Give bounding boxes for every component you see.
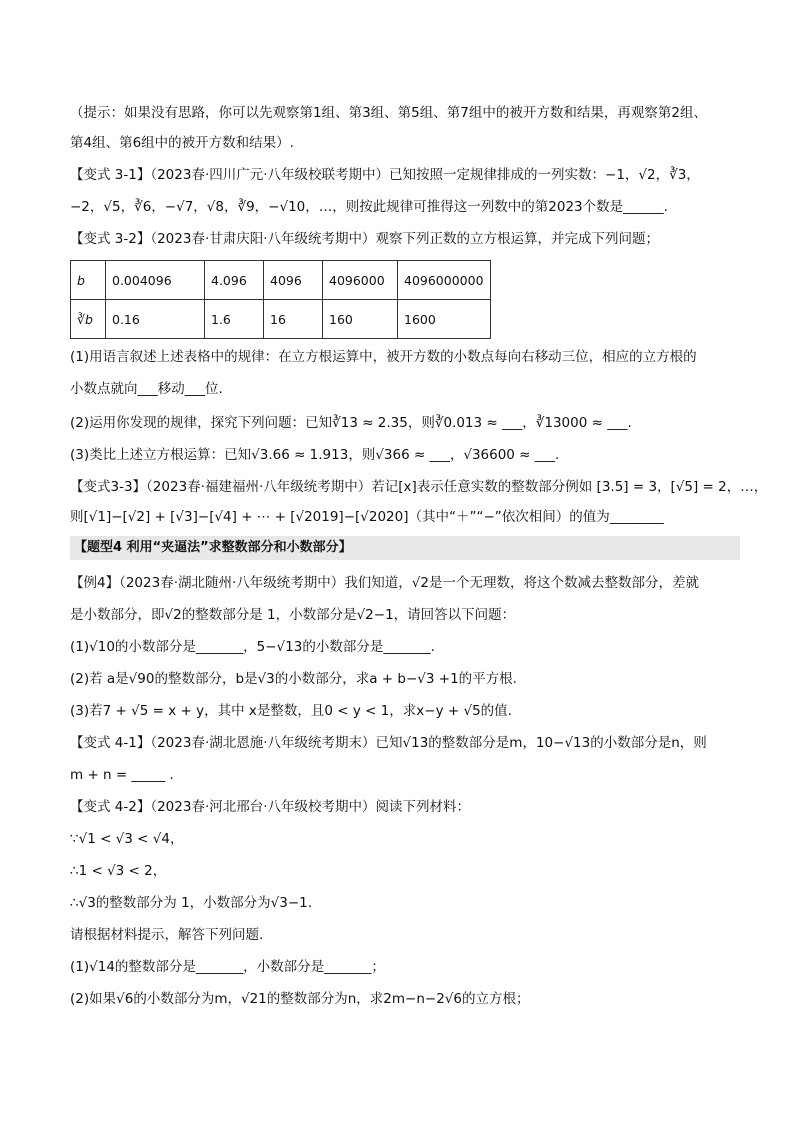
table-row [71, 261, 491, 300]
variant-4-2-q2: (2)如果√6的小数部分为m，√21的整数部分为n，求2m−n−2√6的立方根； [70, 991, 530, 1007]
variant-3-2-intro: 【变式 3-2】（2023春·甘肃庆阳·八年级统考期中）观察下列正数的立方根运算，并完成下列问题； [70, 231, 660, 247]
hint-line-2: 第4组、第6组中的被开方数和结果）. [70, 135, 294, 151]
example-4-q3: (3)若7 + √5 = x + y，其中 x是整数，且0 < y < 1，求x−y + √5的值. [70, 703, 512, 719]
variant-3-2-q1-line-2: 小数点就向___移动___位. [70, 381, 223, 397]
table-cell: 160 [323, 300, 398, 339]
table-cell: 4.096 [205, 261, 264, 300]
table-cell: 16 [264, 300, 323, 339]
table-cell: 4096000000 [398, 261, 491, 300]
table-cell: 4096000 [323, 261, 398, 300]
hint-line-1: （提示：如果没有思路，你可以先观察第1组、第3组、第5组、第7组中的被开方数和结果，再观察第2组、 [70, 105, 707, 121]
material-line-4: 请根据材料提示，解答下列问题. [70, 927, 264, 943]
table-cell: 0.004096 [106, 261, 205, 300]
variant-4-1-line-2: m + n = _____ . [70, 767, 174, 783]
variant-3-3-line-2: 则[√1]−[√2] + [√3]−[√4] + ⋯ + [√2019]−[√2020]（其中“＋”“−”依次相间）的值为________ [70, 509, 664, 525]
table-row [71, 300, 491, 339]
table-cell: 1600 [398, 300, 491, 339]
cube-root-table [70, 260, 491, 339]
variant-3-2-q3: (3)类比上述立方根运算：已知√3.66 ≈ 1.913，则√366 ≈ ___，√36600 ≈ ___. [70, 447, 560, 463]
variant-3-2-q2: (2)运用你发现的规律，探究下列问题：已知∛13 ≈ 2.35，则∛0.013 ≈ ___，∛13000 ≈ ___. [70, 415, 632, 431]
example-4-q1: (1)√10的小数部分是_______，5−√13的小数部分是_______. [70, 639, 435, 655]
material-line-1: ∵√1 < √3 < √4， [70, 831, 184, 847]
variant-3-2-q1-line-1: (1)用语言叙述上述表格中的规律：在立方根运算中，被开方数的小数点每向右移动三位，相应的立方根的 [70, 349, 697, 365]
topic-4-heading: 【题型4 利用“夹逼法”求整数部分和小数部分】 [70, 536, 740, 560]
table-cell: 0.16 [106, 300, 205, 339]
table-cell: ∛b [71, 300, 106, 339]
example-4-line-1: 【例4】（2023春·湖北随州·八年级统考期中）我们知道，√2是一个无理数，将这个数减去整数部分，差就 [70, 575, 699, 591]
table-cell: 1.6 [205, 300, 264, 339]
variant-4-2-intro: 【变式 4-2】（2023春·河北邢台·八年级校考期中）阅读下列材料： [70, 799, 471, 815]
variant-4-1-line-1: 【变式 4-1】（2023春·湖北恩施·八年级统考期末）已知√13的整数部分是m，10−√13的小数部分是n，则 [70, 735, 707, 751]
variant-4-2-q1: (1)√14的整数部分是_______，小数部分是_______； [70, 959, 385, 975]
variant-3-1-line-1: 【变式 3-1】（2023春·四川广元·八年级校联考期中）已知按照一定规律排成的一列实数：−1，√2，∛3， [70, 167, 700, 183]
variant-3-1-line-2: −2，√5，∛6，−√7，√8，∛9，−√10，…，则按此规律可推得这一列数中的第2023个数是______. [70, 199, 668, 215]
example-4-q2: (2)若 a是√90的整数部分，b是√3的小数部分，求a + b−√3 +1的平方根. [70, 671, 517, 687]
variant-3-3-line-1: 【变式3-3】（2023春·福建福州·八年级统考期中）若记[x]表示任意实数的整数部分例如 [3.5] = 3，[√5] = 2，…， [70, 479, 768, 495]
table-cell: 4096 [264, 261, 323, 300]
material-line-3: ∴√3的整数部分为 1，小数部分为√3−1. [70, 895, 313, 911]
example-4-line-2: 是小数部分，即√2的整数部分是 1，小数部分是√2−1，请回答以下问题： [70, 607, 516, 623]
material-line-2: ∴1 < √3 < 2， [70, 863, 167, 879]
table-cell: b [71, 261, 106, 300]
